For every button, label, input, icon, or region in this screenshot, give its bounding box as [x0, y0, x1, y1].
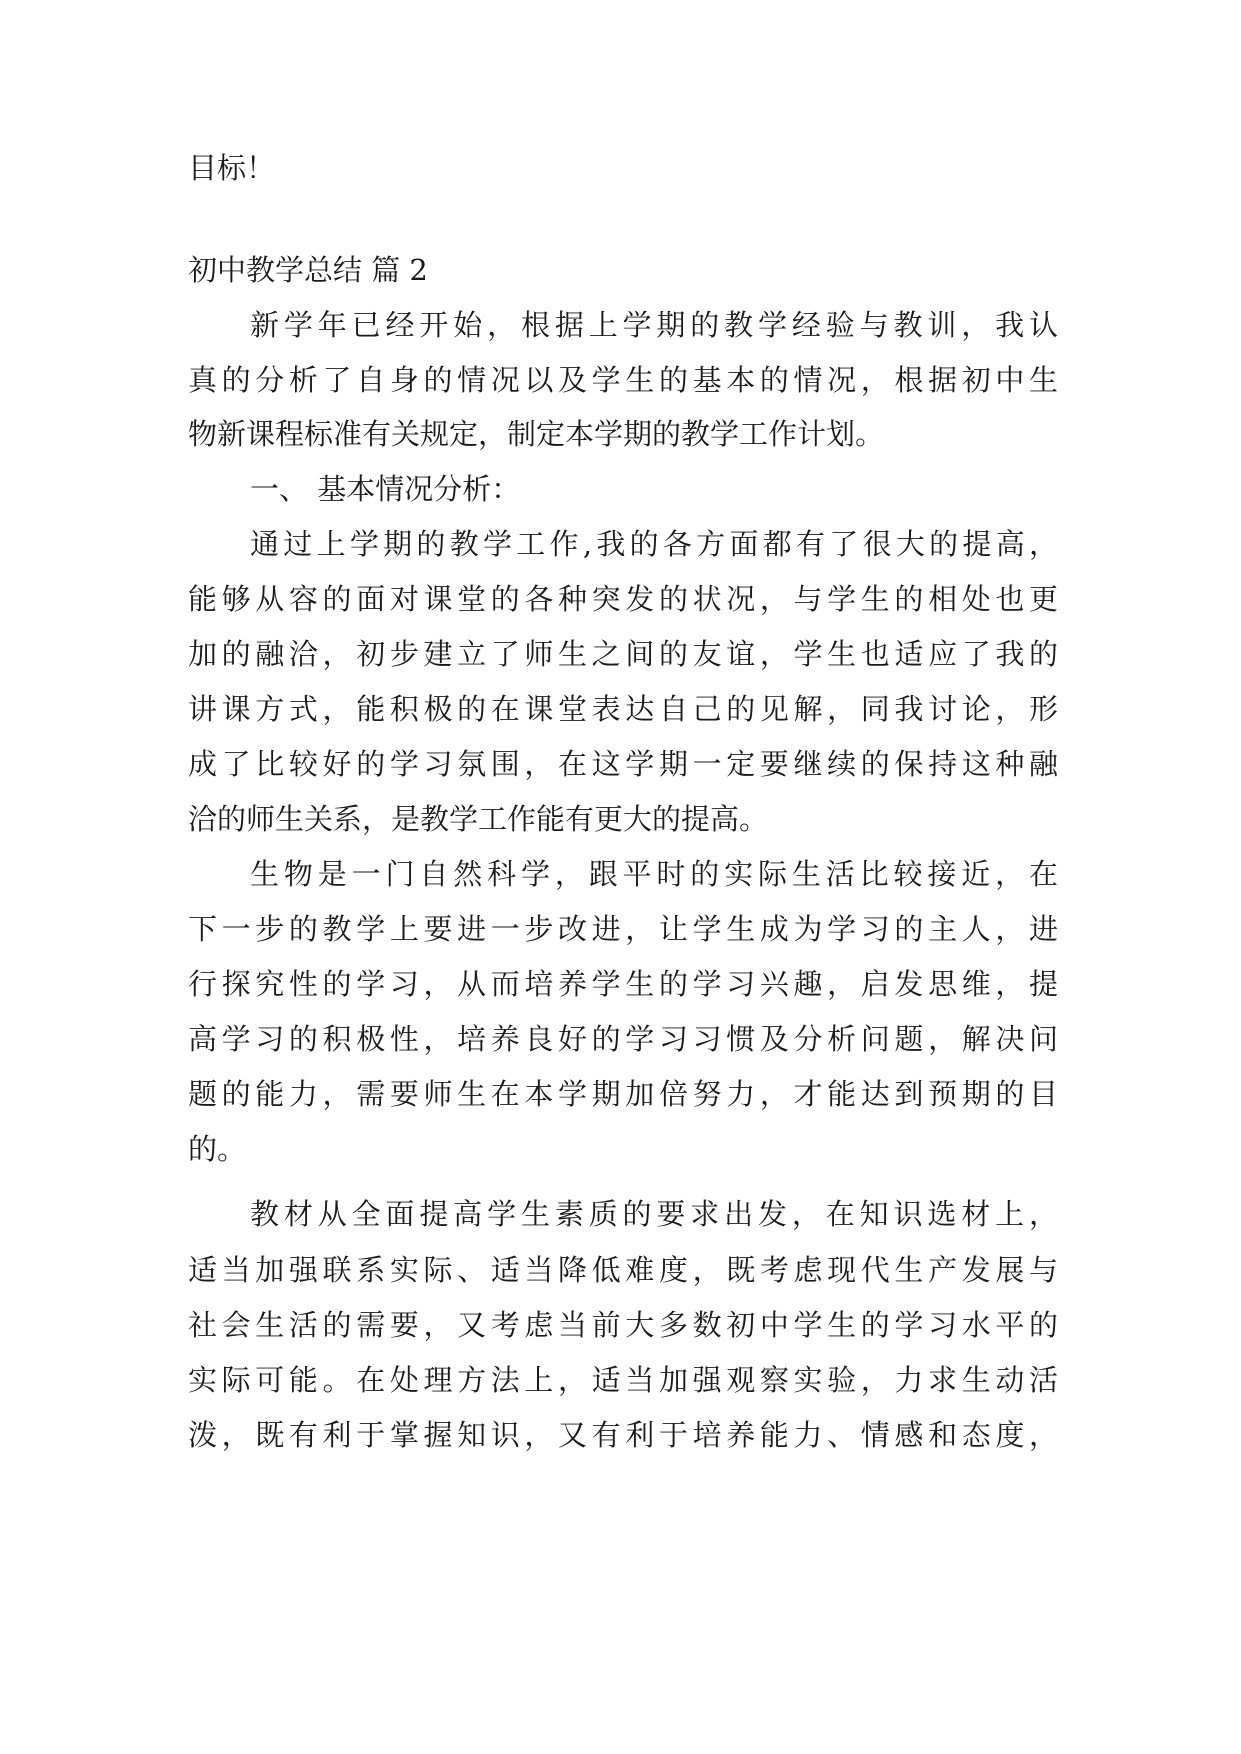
paragraph-1-line-3: 物新课程标准有关规定，制定本学期的教学工作计划。 — [188, 417, 885, 451]
section-heading: 初中教学总结 篇 2 — [188, 253, 428, 287]
paragraph-2-line-6: 洽的师生关系，是教学工作能有更大的提高。 — [188, 802, 769, 836]
text-line-prev-ending: 目标！ — [188, 151, 276, 185]
paragraph-3-line-1: 生物是一门自然科学，跟平时的实际生活比较接近，在 — [250, 857, 1058, 891]
paragraph-2-line-5: 成了比较好的学习氛围，在这学期一定要继续的保持这种融 — [188, 747, 1058, 781]
paragraph-1-line-2: 真的分析了自身的情况以及学生的基本的情况，根据初中生 — [188, 363, 1058, 397]
paragraph-3-line-5: 题的能力，需要师生在本学期加倍努力，才能达到预期的目 — [188, 1077, 1058, 1111]
paragraph-3-line-4: 高学习的积极性，培养良好的学习习惯及分析问题，解决问 — [188, 1022, 1058, 1056]
subheading-basic-analysis: 一、 基本情况分析： — [250, 472, 521, 506]
paragraph-4-line-5: 泼，既有利于掌握知识，又有利于培养能力、情感和态度， — [188, 1418, 1058, 1452]
paragraph-3-line-6: 的。 — [188, 1132, 247, 1166]
paragraph-3-line-2: 下一步的教学上要进一步改进，让学生成为学习的主人，进 — [188, 912, 1058, 946]
paragraph-2-line-2: 能够从容的面对课堂的各种突发的状况，与学生的相处也更 — [188, 582, 1058, 616]
paragraph-4-line-1: 教材从全面提高学生素质的要求出发，在知识选材上， — [250, 1197, 1058, 1231]
paragraph-3-line-3: 行探究性的学习，从而培养学生的学习兴趣，启发思维，提 — [188, 967, 1058, 1001]
paragraph-2-line-3: 加的融洽，初步建立了师生之间的友谊，学生也适应了我的 — [188, 637, 1058, 671]
paragraph-2-line-1: 通过上学期的教学工作,我的各方面都有了很大的提高， — [250, 527, 1058, 561]
paragraph-4-line-3: 社会生活的需要，又考虑当前大多数初中学生的学习水平的 — [188, 1308, 1058, 1342]
paragraph-2-line-4: 讲课方式，能积极的在课堂表达自己的见解，同我讨论，形 — [188, 692, 1058, 726]
paragraph-4-line-4: 实际可能。在处理方法上，适当加强观察实验，力求生动活 — [188, 1363, 1058, 1397]
paragraph-4-line-2: 适当加强联系实际、适当降低难度，既考虑现代生产发展与 — [188, 1253, 1058, 1287]
paragraph-1-line-1: 新学年已经开始，根据上学期的教学经验与教训，我认 — [250, 308, 1058, 342]
